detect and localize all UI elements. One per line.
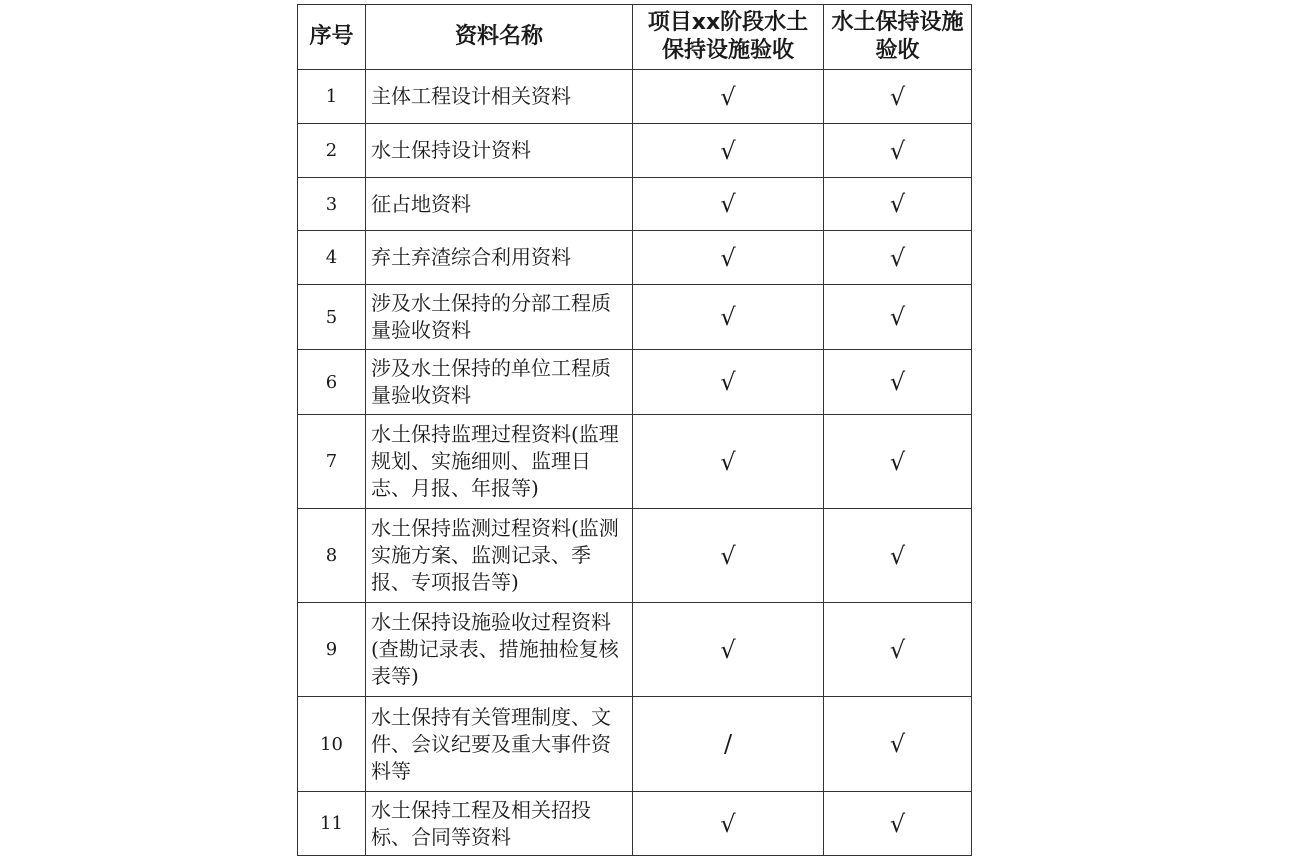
- stage-acceptance-mark: √: [633, 415, 824, 509]
- material-name: 水土保持设施验收过程资料(查勘记录表、措施抽检复核表等): [366, 603, 633, 697]
- table-row: [298, 509, 972, 603]
- material-name: 水土保持工程及相关招投标、合同等资料: [366, 792, 633, 856]
- header-final-acceptance: 水土保持设施验收: [824, 5, 972, 70]
- stage-acceptance-mark: √: [633, 124, 824, 178]
- row-number: 6: [298, 350, 366, 415]
- final-acceptance-mark: √: [824, 70, 972, 124]
- stage-acceptance-mark: /: [633, 697, 824, 792]
- material-name: 涉及水土保持的分部工程质量验收资料: [366, 285, 633, 350]
- table-row: [298, 124, 972, 178]
- final-acceptance-mark: √: [824, 697, 972, 792]
- row-number: 1: [298, 70, 366, 124]
- table-row: [298, 70, 972, 124]
- final-acceptance-mark: √: [824, 124, 972, 178]
- stage-acceptance-mark: √: [633, 792, 824, 856]
- material-name: 水土保持监理过程资料(监理规划、实施细则、监理日志、月报、年报等): [366, 415, 633, 509]
- stage-acceptance-mark: √: [633, 231, 824, 285]
- final-acceptance-mark: √: [824, 231, 972, 285]
- final-acceptance-mark: √: [824, 509, 972, 603]
- header-name: 资料名称: [366, 5, 633, 70]
- header-no: 序号: [298, 5, 366, 70]
- table-row: [298, 231, 972, 285]
- stage-acceptance-mark: √: [633, 509, 824, 603]
- stage-acceptance-mark: √: [633, 178, 824, 231]
- table-row: [298, 285, 972, 350]
- final-acceptance-mark: √: [824, 285, 972, 350]
- table-row: [298, 178, 972, 231]
- row-number: 7: [298, 415, 366, 509]
- row-number: 2: [298, 124, 366, 178]
- stage-acceptance-mark: √: [633, 350, 824, 415]
- material-name: 征占地资料: [366, 178, 633, 231]
- stage-acceptance-mark: √: [633, 603, 824, 697]
- header-stage-acceptance: 项目xx阶段水土保持设施验收: [633, 5, 824, 70]
- document-checklist-table: [297, 4, 972, 856]
- table-row: [298, 350, 972, 415]
- final-acceptance-mark: √: [824, 603, 972, 697]
- material-name: 水土保持监测过程资料(监测实施方案、监测记录、季报、专项报告等): [366, 509, 633, 603]
- row-number: 3: [298, 178, 366, 231]
- header-row: [298, 5, 972, 70]
- final-acceptance-mark: √: [824, 415, 972, 509]
- row-number: 4: [298, 231, 366, 285]
- final-acceptance-mark: √: [824, 792, 972, 856]
- material-name: 水土保持有关管理制度、文件、会议纪要及重大事件资料等: [366, 697, 633, 792]
- stage-acceptance-mark: √: [633, 285, 824, 350]
- row-number: 11: [298, 792, 366, 856]
- row-number: 5: [298, 285, 366, 350]
- table-row: [298, 792, 972, 856]
- table-row: [298, 603, 972, 697]
- material-name: 弃土弃渣综合利用资料: [366, 231, 633, 285]
- material-name: 主体工程设计相关资料: [366, 70, 633, 124]
- final-acceptance-mark: √: [824, 178, 972, 231]
- table-row: [298, 415, 972, 509]
- row-number: 10: [298, 697, 366, 792]
- stage-acceptance-mark: √: [633, 70, 824, 124]
- row-number: 9: [298, 603, 366, 697]
- row-number: 8: [298, 509, 366, 603]
- material-name: 涉及水土保持的单位工程质量验收资料: [366, 350, 633, 415]
- material-name: 水土保持设计资料: [366, 124, 633, 178]
- table-row: [298, 697, 972, 792]
- final-acceptance-mark: √: [824, 350, 972, 415]
